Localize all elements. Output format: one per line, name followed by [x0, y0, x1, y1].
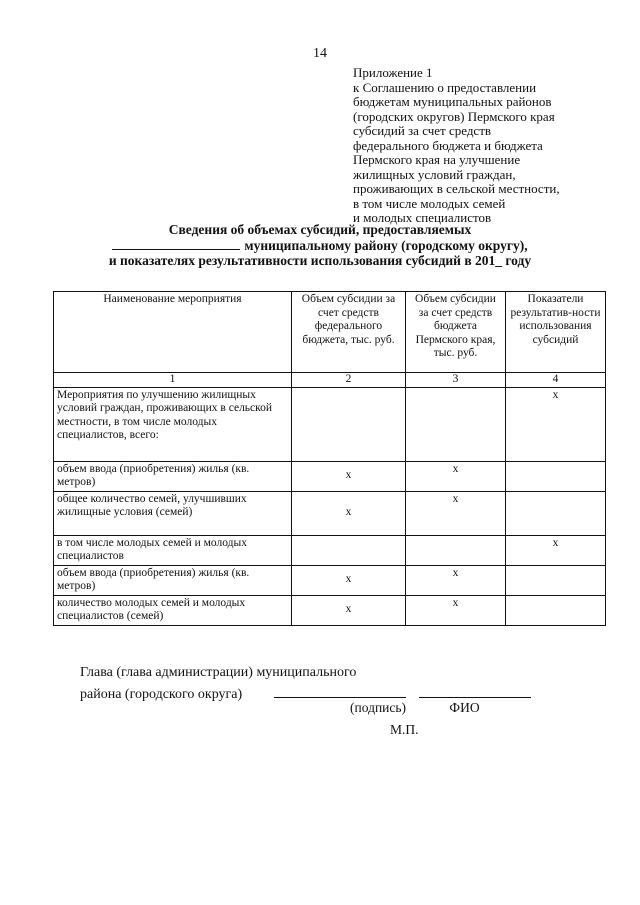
- document-heading: [0, 222, 640, 269]
- cell-federal: [292, 535, 406, 565]
- header-indicators: Показатели результатив-ности использования субсидий: [506, 292, 606, 373]
- cell-federal: [292, 387, 406, 461]
- cell-regional: x: [406, 565, 506, 595]
- signature-line-2: [80, 684, 600, 706]
- row-name: объем ввода (приобретения) жилья (кв. метров): [54, 461, 292, 491]
- header-federal: Объем субсидии за счет средств федерального бюджета, тыс. руб.: [292, 292, 406, 373]
- table-row: [54, 461, 606, 491]
- cell-regional: x: [406, 491, 506, 535]
- heading-line-1: Сведения об объемах субсидий, предоставляемых: [168, 222, 472, 237]
- name-label: ФИО: [449, 700, 480, 715]
- appendix-line: Пермского края на улучшение: [353, 152, 521, 167]
- name-blank: [419, 685, 531, 698]
- column-number: 4: [506, 373, 606, 388]
- appendix-line: проживающих в сельской местности,: [353, 181, 560, 196]
- cell-indicator: [506, 491, 606, 535]
- signature-line-1: Глава (глава администрации) муниципального: [80, 665, 357, 680]
- appendix-line: жилищных условий граждан,: [353, 166, 516, 182]
- cell-regional: [406, 535, 506, 565]
- appendix-line: (городских округов) Пермского края: [353, 108, 555, 124]
- cell-federal: x: [292, 595, 406, 625]
- column-number: 3: [406, 373, 506, 388]
- row-name: общее количество семей, улучшивших жилищные условия (семей): [54, 491, 292, 535]
- appendix-line: к Соглашению о предоставлении: [353, 79, 537, 95]
- cell-indicator: x: [506, 535, 606, 565]
- cell-regional: x: [406, 595, 506, 625]
- signature-line-2-text: района (городского округа): [80, 687, 243, 702]
- cell-regional: x: [406, 461, 506, 491]
- table-row: [54, 387, 606, 461]
- table-row: [54, 565, 606, 595]
- appendix-line: субсидий за счет средств: [353, 123, 492, 138]
- subsidy-table: [53, 291, 606, 626]
- column-number: 2: [292, 373, 406, 388]
- cell-indicator: [506, 565, 606, 595]
- cell-federal: x: [292, 565, 406, 595]
- cell-indicator: [506, 461, 606, 491]
- signature-labels: [350, 700, 480, 716]
- table-row: [54, 595, 606, 625]
- signature-block: [80, 662, 600, 706]
- signature-blank: [274, 685, 406, 698]
- heading-line-3: и показателях результативности использования субсидий в 201_ году: [108, 253, 532, 268]
- table-row: [54, 535, 606, 565]
- appendix-line: и молодых специалистов: [353, 210, 492, 225]
- cell-regional: [406, 387, 506, 461]
- header-name: Наименование мероприятия: [54, 292, 292, 373]
- column-number: 1: [54, 373, 292, 388]
- page-number: 14: [313, 46, 327, 61]
- sign-label: (подпись): [350, 700, 407, 715]
- appendix-line: в том числе молодых семей: [353, 195, 506, 211]
- header-regional: Объем субсидии за счет средств бюджета Пермского края, тыс. руб.: [406, 292, 506, 373]
- row-name: Мероприятия по улучшению жилищных условий граждан, проживающих в сельской местности, в том числе молодых специалистов, всего:: [54, 387, 292, 461]
- appendix-block: [353, 66, 603, 226]
- heading-line-2: [0, 238, 640, 254]
- row-name: в том числе молодых семей и молодых специалистов: [54, 535, 292, 565]
- table-header-row: [54, 292, 606, 373]
- cell-federal: x: [292, 461, 406, 491]
- cell-indicator: x: [506, 387, 606, 461]
- appendix-line: Приложение 1: [353, 65, 433, 80]
- cell-indicator: [506, 595, 606, 625]
- heading-line-2-text: муниципальному району (городскому округу),: [244, 237, 528, 253]
- appendix-line: федерального бюджета и бюджета: [353, 137, 543, 153]
- row-name: объем ввода (приобретения) жилья (кв. метров): [54, 565, 292, 595]
- municipality-blank: [112, 238, 240, 250]
- appendix-line: бюджетам муниципальных районов: [353, 94, 552, 109]
- column-number-row: [54, 373, 606, 388]
- cell-federal: x: [292, 491, 406, 535]
- stamp-label: М.П.: [390, 722, 419, 737]
- table-row: [54, 491, 606, 535]
- row-name: количество молодых семей и молодых специалистов (семей): [54, 595, 292, 625]
